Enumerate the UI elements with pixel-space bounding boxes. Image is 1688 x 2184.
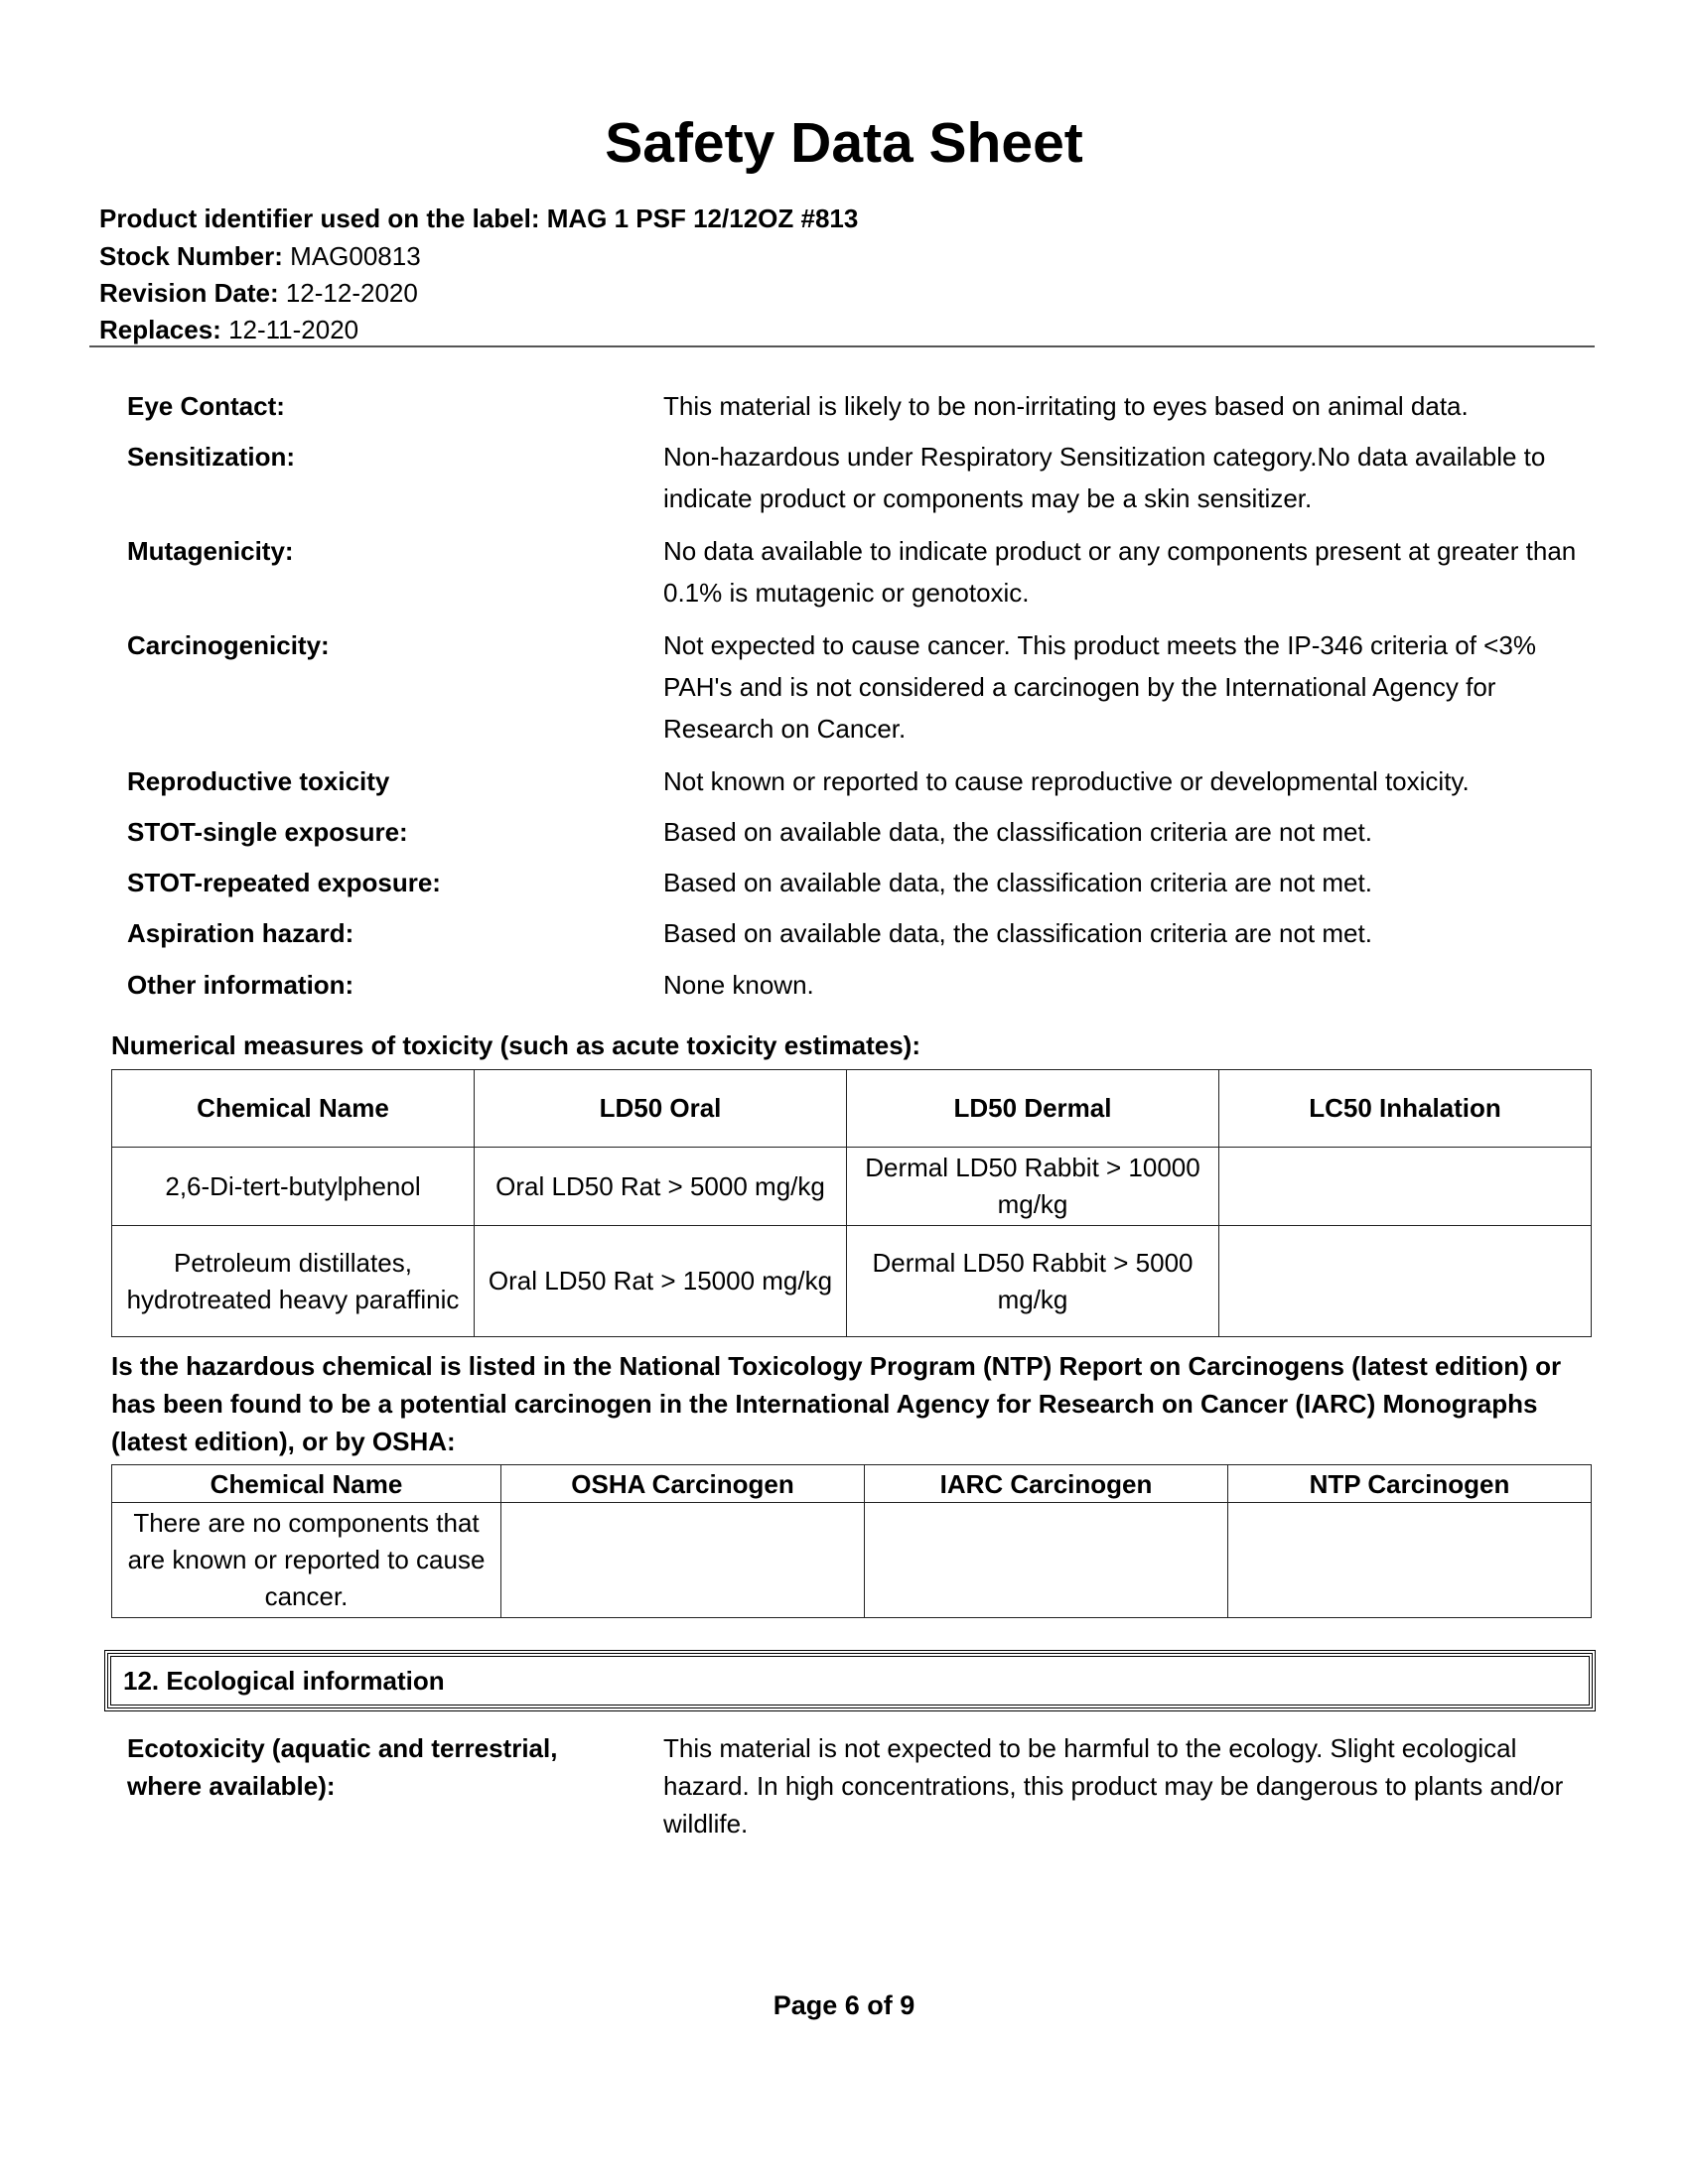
column-header: NTP Carcinogen	[1228, 1465, 1592, 1503]
tox-value: Based on available data, the classification criteria are not met.	[663, 918, 1372, 948]
tox-label: Carcinogenicity:	[127, 630, 330, 660]
tox-label: STOT-single exposure:	[127, 817, 408, 847]
carcinogen-listing-heading: Is the hazardous chemical is listed in the National Toxicology Program (NTP) Report on Carcinogens (latest edition) or has been found to be a potential carcinogen in the International Agency for Research on Cancer (IARC) Monographs (latest edition), or by OSHA:	[111, 1351, 1562, 1456]
product-identifier	[99, 201, 858, 236]
table-cell: Oral LD50 Rat > 15000 mg/kg	[475, 1226, 847, 1337]
revision-date-label: Revision Date:	[99, 278, 279, 308]
stock-number-label: Stock Number:	[99, 241, 283, 271]
column-header: LD50 Dermal	[847, 1070, 1219, 1148]
table-row	[112, 1226, 1592, 1337]
table-header-row	[112, 1465, 1592, 1503]
table-cell	[1219, 1148, 1592, 1226]
tox-label: Mutagenicity:	[127, 536, 294, 566]
table-header-row	[112, 1070, 1592, 1148]
table-cell	[1228, 1503, 1592, 1618]
column-header: Chemical Name	[112, 1070, 475, 1148]
table-cell	[865, 1503, 1228, 1618]
tox-value: Non-hazardous under Respiratory Sensitization category.No data available to indicate product or components may be a skin sensitizer.	[663, 442, 1546, 513]
header-divider	[89, 345, 1595, 347]
table-cell: Oral LD50 Rat > 5000 mg/kg	[475, 1148, 847, 1226]
table-cell	[501, 1503, 865, 1618]
tox-value: This material is likely to be non-irritating to eyes based on animal data.	[663, 391, 1469, 421]
tox-value: Based on available data, the classification criteria are not met.	[663, 868, 1372, 897]
acute-toxicity-table	[111, 1069, 1592, 1337]
table-cell: 2,6-Di-tert-butylphenol	[112, 1148, 475, 1226]
tox-label: Aspiration hazard:	[127, 918, 354, 948]
revision-date	[99, 275, 418, 311]
ecotoxicity-label: Ecotoxicity (aquatic and terrestrial, where available):	[127, 1733, 558, 1801]
tox-value: None known.	[663, 970, 814, 1000]
tox-label: Other information:	[127, 970, 354, 1000]
tox-label: Eye Contact:	[127, 391, 285, 421]
table-row	[112, 1503, 1592, 1618]
table-cell: Dermal LD50 Rabbit > 5000 mg/kg	[847, 1226, 1219, 1337]
column-header: OSHA Carcinogen	[501, 1465, 865, 1503]
tox-value: Not known or reported to cause reproductive or developmental toxicity.	[663, 766, 1470, 796]
table-cell: Petroleum distillates, hydrotreated heavy paraffinic	[112, 1226, 475, 1337]
table-row	[112, 1148, 1592, 1226]
ecotoxicity-value: This material is not expected to be harmful to the ecology. Slight ecological hazard. In high concentrations, this product may be dangerous to plants and/or wildlife.	[663, 1733, 1564, 1839]
product-identifier-label: Product identifier used on the label:	[99, 204, 540, 233]
section-12-header	[107, 1653, 1593, 1708]
column-header: LC50 Inhalation	[1219, 1070, 1592, 1148]
tox-label: Reproductive toxicity	[127, 766, 390, 796]
page-title: Safety Data Sheet	[605, 111, 1083, 175]
product-identifier-value: MAG 1 PSF 12/12OZ #813	[546, 204, 859, 233]
column-header: IARC Carcinogen	[865, 1465, 1228, 1503]
carcinogen-table	[111, 1464, 1592, 1618]
replaces-value: 12-11-2020	[228, 315, 359, 344]
section-12-title: 12. Ecological information	[123, 1666, 445, 1696]
column-header: Chemical Name	[112, 1465, 501, 1503]
table-cell	[1219, 1226, 1592, 1337]
tox-value: No data available to indicate product or any components present at greater than 0.1% is mutagenic or genotoxic.	[663, 536, 1577, 608]
numerical-measures-heading: Numerical measures of toxicity (such as acute toxicity estimates):	[111, 1030, 920, 1060]
tox-label: Sensitization:	[127, 442, 296, 472]
table-cell: Dermal LD50 Rabbit > 10000 mg/kg	[847, 1148, 1219, 1226]
column-header: LD50 Oral	[475, 1070, 847, 1148]
revision-date-value: 12-12-2020	[285, 278, 418, 308]
tox-value: Based on available data, the classification criteria are not met.	[663, 817, 1372, 847]
tox-label: STOT-repeated exposure:	[127, 868, 441, 897]
replaces-date	[99, 312, 358, 347]
table-cell: There are no components that are known or reported to cause cancer.	[112, 1503, 501, 1618]
tox-value: Not expected to cause cancer. This product meets the IP-346 criteria of <3% PAH's and is not considered a carcinogen by the International Agency for Research on Cancer.	[663, 630, 1536, 744]
stock-number	[99, 238, 421, 274]
stock-number-value: MAG00813	[290, 241, 421, 271]
page-number: Page 6 of 9	[773, 1990, 915, 2020]
replaces-label: Replaces:	[99, 315, 221, 344]
